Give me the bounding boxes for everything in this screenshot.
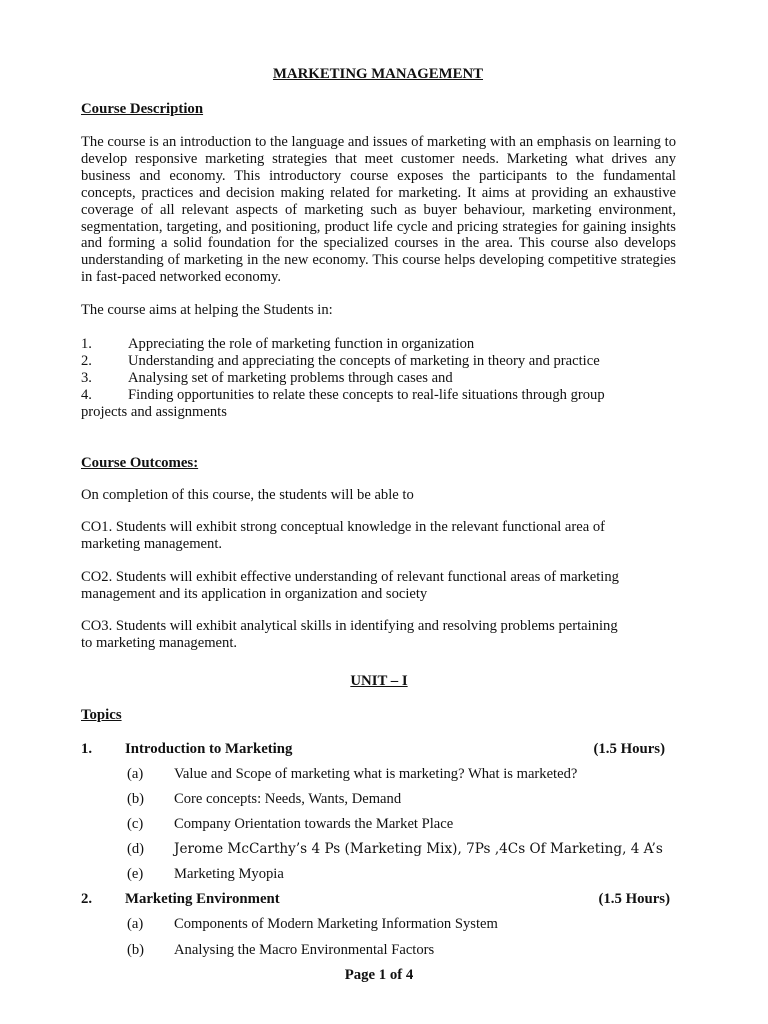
subtopic-label: (c) [127, 816, 144, 832]
topic-hours: (1.5 Hours) [593, 741, 665, 757]
subtopic-label: (b) [127, 791, 145, 807]
subtopic-label: (b) [127, 942, 145, 958]
aim-item [81, 370, 681, 387]
outcome-co2 [81, 569, 681, 602]
outcome-line: CO2. Students will exhibit effective understanding of relevant functional areas of marketing [81, 569, 619, 585]
outcome-line: CO3. Students will exhibit analytical skills in identifying and resolving problems pertaining [81, 618, 618, 634]
topic-number: 1. [81, 741, 93, 757]
topic-row [81, 891, 670, 909]
aim-text: Appreciating the role of marketing function in organization [128, 336, 475, 352]
subtopic-label: (a) [127, 916, 144, 932]
aim-continuation: projects and assignments [81, 404, 227, 420]
document-title: MARKETING MANAGEMENT [272, 66, 484, 82]
aim-item [81, 387, 681, 404]
aim-number: 4. [81, 387, 92, 403]
aim-item [81, 336, 681, 353]
aim-item [81, 353, 681, 370]
subtopic-row [127, 916, 687, 934]
subtopic-text: Value and Scope of marketing what is marketing? What is marketed? [174, 766, 578, 782]
subtopic-row [127, 866, 687, 884]
aim-text: Understanding and appreciating the concepts of marketing in theory and practice [128, 353, 600, 369]
aim-number: 2. [81, 353, 92, 369]
topic-number: 2. [81, 891, 93, 907]
page-number-footer: Page 1 of 4 [344, 967, 414, 983]
aim-number: 3. [81, 370, 92, 386]
topics-heading: Topics [81, 707, 122, 723]
subtopic-text: Jerome McCarthy’s 4 Ps (Marketing Mix), 7Ps ,4Cs Of Marketing, 4 A’s [174, 841, 663, 857]
aim-text: Analysing set of marketing problems through cases and [128, 370, 453, 386]
topic-title: Marketing Environment [125, 891, 280, 907]
course-description-heading: Course Description [81, 101, 204, 117]
subtopic-text: Company Orientation towards the Market Place [174, 816, 454, 832]
topic-hours: (1.5 Hours) [598, 891, 670, 907]
outcome-co3 [81, 618, 681, 651]
outcome-line: CO1. Students will exhibit strong conceptual knowledge in the relevant functional area of [81, 519, 606, 535]
subtopic-text: Core concepts: Needs, Wants, Demand [174, 791, 402, 807]
subtopic-text: Components of Modern Marketing Information System [174, 916, 498, 932]
course-description-paragraph: The course is an introduction to the language and issues of marketing with an emphasis on learning to develop responsive marketing strategies that meet customer needs. Marketing what drives any business and economy. This introductory course exposes the participants to the fundamental concepts, practices and decision making related for marketing. It aims at providing an exhaustive coverage of all relevant aspects of marketing such as buyer behaviour, marketing environment, segmentation, targeting, and positioning, product life cycle and pricing strategies for gaining insights and forming a solid foundation for the specialized courses in the area. This course also develops understanding of marketing in the new economy. This course helps developing competitive strategies in fast-paced networked economy. [81, 134, 676, 286]
outcome-line: management and its application in organization and society [81, 585, 428, 602]
subtopic-row [127, 816, 687, 834]
course-outcomes-heading: Course Outcomes: [81, 455, 199, 471]
topic-title: Introduction to Marketing [125, 741, 293, 757]
subtopic-label: (e) [127, 866, 144, 882]
aims-intro: The course aims at helping the Students in: [81, 302, 333, 318]
subtopic-text: Analysing the Macro Environmental Factors [174, 942, 435, 958]
outcome-co1 [81, 519, 681, 552]
outcome-line: marketing management. [81, 535, 223, 552]
subtopic-row [127, 791, 687, 809]
outcomes-intro: On completion of this course, the students will be able to [81, 487, 414, 503]
topic-row [81, 741, 671, 759]
subtopic-label: (a) [127, 766, 144, 782]
subtopic-label: (d) [127, 841, 145, 857]
subtopic-row [127, 841, 687, 859]
outcome-line: to marketing management. [81, 634, 238, 651]
subtopic-text: Marketing Myopia [174, 866, 284, 882]
subtopic-row [127, 766, 687, 784]
aim-number: 1. [81, 336, 92, 352]
subtopic-row [127, 942, 687, 960]
aim-text: Finding opportunities to relate these concepts to real-life situations through group [128, 387, 605, 403]
unit-heading: UNIT – I [350, 673, 408, 689]
